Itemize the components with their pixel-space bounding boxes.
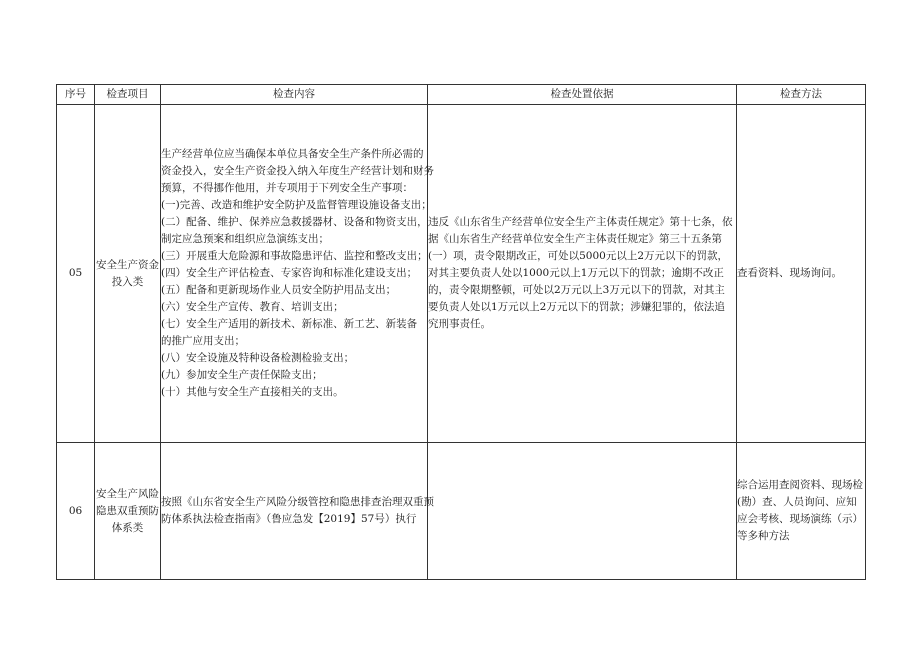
item-line: 安全生产风险: [96, 487, 159, 500]
row-item: [95, 105, 161, 443]
content-line: 防体系执法检查指南》（鲁应急发【2019】57号）执行: [161, 513, 417, 525]
content-line: (六）安全生产宣传、教育、培训支出；: [161, 301, 344, 313]
basis-line: 究刑事责任。: [428, 318, 491, 330]
method-line: 应会考核、现场演练（示）: [737, 513, 863, 525]
item-line: 体系类: [111, 521, 144, 534]
content-line: 预算，不得挪作他用，并专项用于下列安全生产事项：: [161, 182, 413, 194]
basis-line: 违反《山东省生产经营单位安全生产主体责任规定》第十七条，依: [428, 216, 733, 228]
content-line: 制定应急预案和组织应急演练支出；: [161, 233, 329, 245]
method-line: 等多种方法: [737, 530, 790, 542]
table-row: [57, 443, 866, 580]
basis-line: 要负责人处以1万元以上2万元以下的罚款；涉嫌犯罪的，依法追: [428, 301, 725, 313]
row-basis: [428, 105, 737, 443]
content-line: (八）安全设施及特种设备检测检验支出；: [161, 352, 355, 364]
content-line: (一)完善、改造和维护安全防护及监督管理设施设备支出；: [161, 199, 432, 211]
header-method: 检查方法: [737, 85, 866, 105]
row-item: [95, 443, 161, 580]
method-line: 综合运用查阅资料、现场检: [737, 479, 863, 491]
table-row: [57, 105, 866, 443]
item-line: 安全生产资金: [96, 258, 159, 271]
basis-line: (一）项，责令限期改正，可处以5000元以上2万元以下的罚款，: [428, 250, 728, 262]
content-line: (五）配备和更新现场作业人员安全防护用品支出；: [161, 284, 397, 296]
item-line: 投入类: [111, 275, 144, 288]
row-method: [737, 105, 866, 443]
content-line: (四）安全生产评估检查、专家咨询和标准化建设支出；: [161, 267, 418, 279]
content-line: (九）参加安全生产责任保险支出；: [161, 369, 323, 381]
content-line: (三）开展重大危险源和事故隐患评估、监控和整改支出；: [161, 250, 428, 262]
content-line: 资金投入，安全生产资金投入纳入年度生产经营计划和财务: [161, 165, 434, 177]
row-serial: 06: [57, 443, 95, 580]
row-content: [161, 443, 434, 580]
content-line: 生产经营单位应当确保本单位具备安全生产条件所必需的: [161, 148, 424, 160]
header-serial: 序号: [57, 85, 95, 105]
row-method: [737, 443, 866, 580]
row-serial: 05: [57, 105, 95, 443]
header-content: 检查内容: [161, 85, 428, 105]
item-line: 隐患双重预防: [96, 504, 159, 517]
basis-line: 据《山东省生产经营单位安全生产主体责任规定》第三十五条第: [428, 233, 722, 245]
content-line: (十）其他与安全生产直接相关的支出。: [161, 386, 344, 398]
header-basis: 检查处置依据: [428, 85, 737, 105]
header-item: 检查项目: [95, 85, 161, 105]
row-content: [161, 105, 434, 443]
content-line: (二）配备、维护、保养应急救援器材、设备和物资支出，: [161, 216, 428, 228]
basis-line: 的，责令限期整顿，可处以2万元以上3万元以下的罚款，对其主: [428, 284, 725, 296]
table-header-row: [57, 85, 866, 105]
row-basis: [428, 443, 737, 580]
method-line: (勘）查、人员询问、应知: [737, 496, 857, 508]
basis-line: 对其主要负责人处以1000元以上1万元以下的罚款；逾期不改正: [428, 267, 724, 279]
inspection-table: [56, 84, 866, 580]
content-line: 的推广应用支出；: [161, 335, 245, 347]
content-line: (七）安全生产适用的新技术、新标准、新工艺、新装备: [161, 318, 418, 330]
method-line: 查看资料、现场询问。: [737, 267, 842, 279]
content-line: 按照《山东省安全生产风险分级管控和隐患排查治理双重预: [161, 496, 434, 508]
